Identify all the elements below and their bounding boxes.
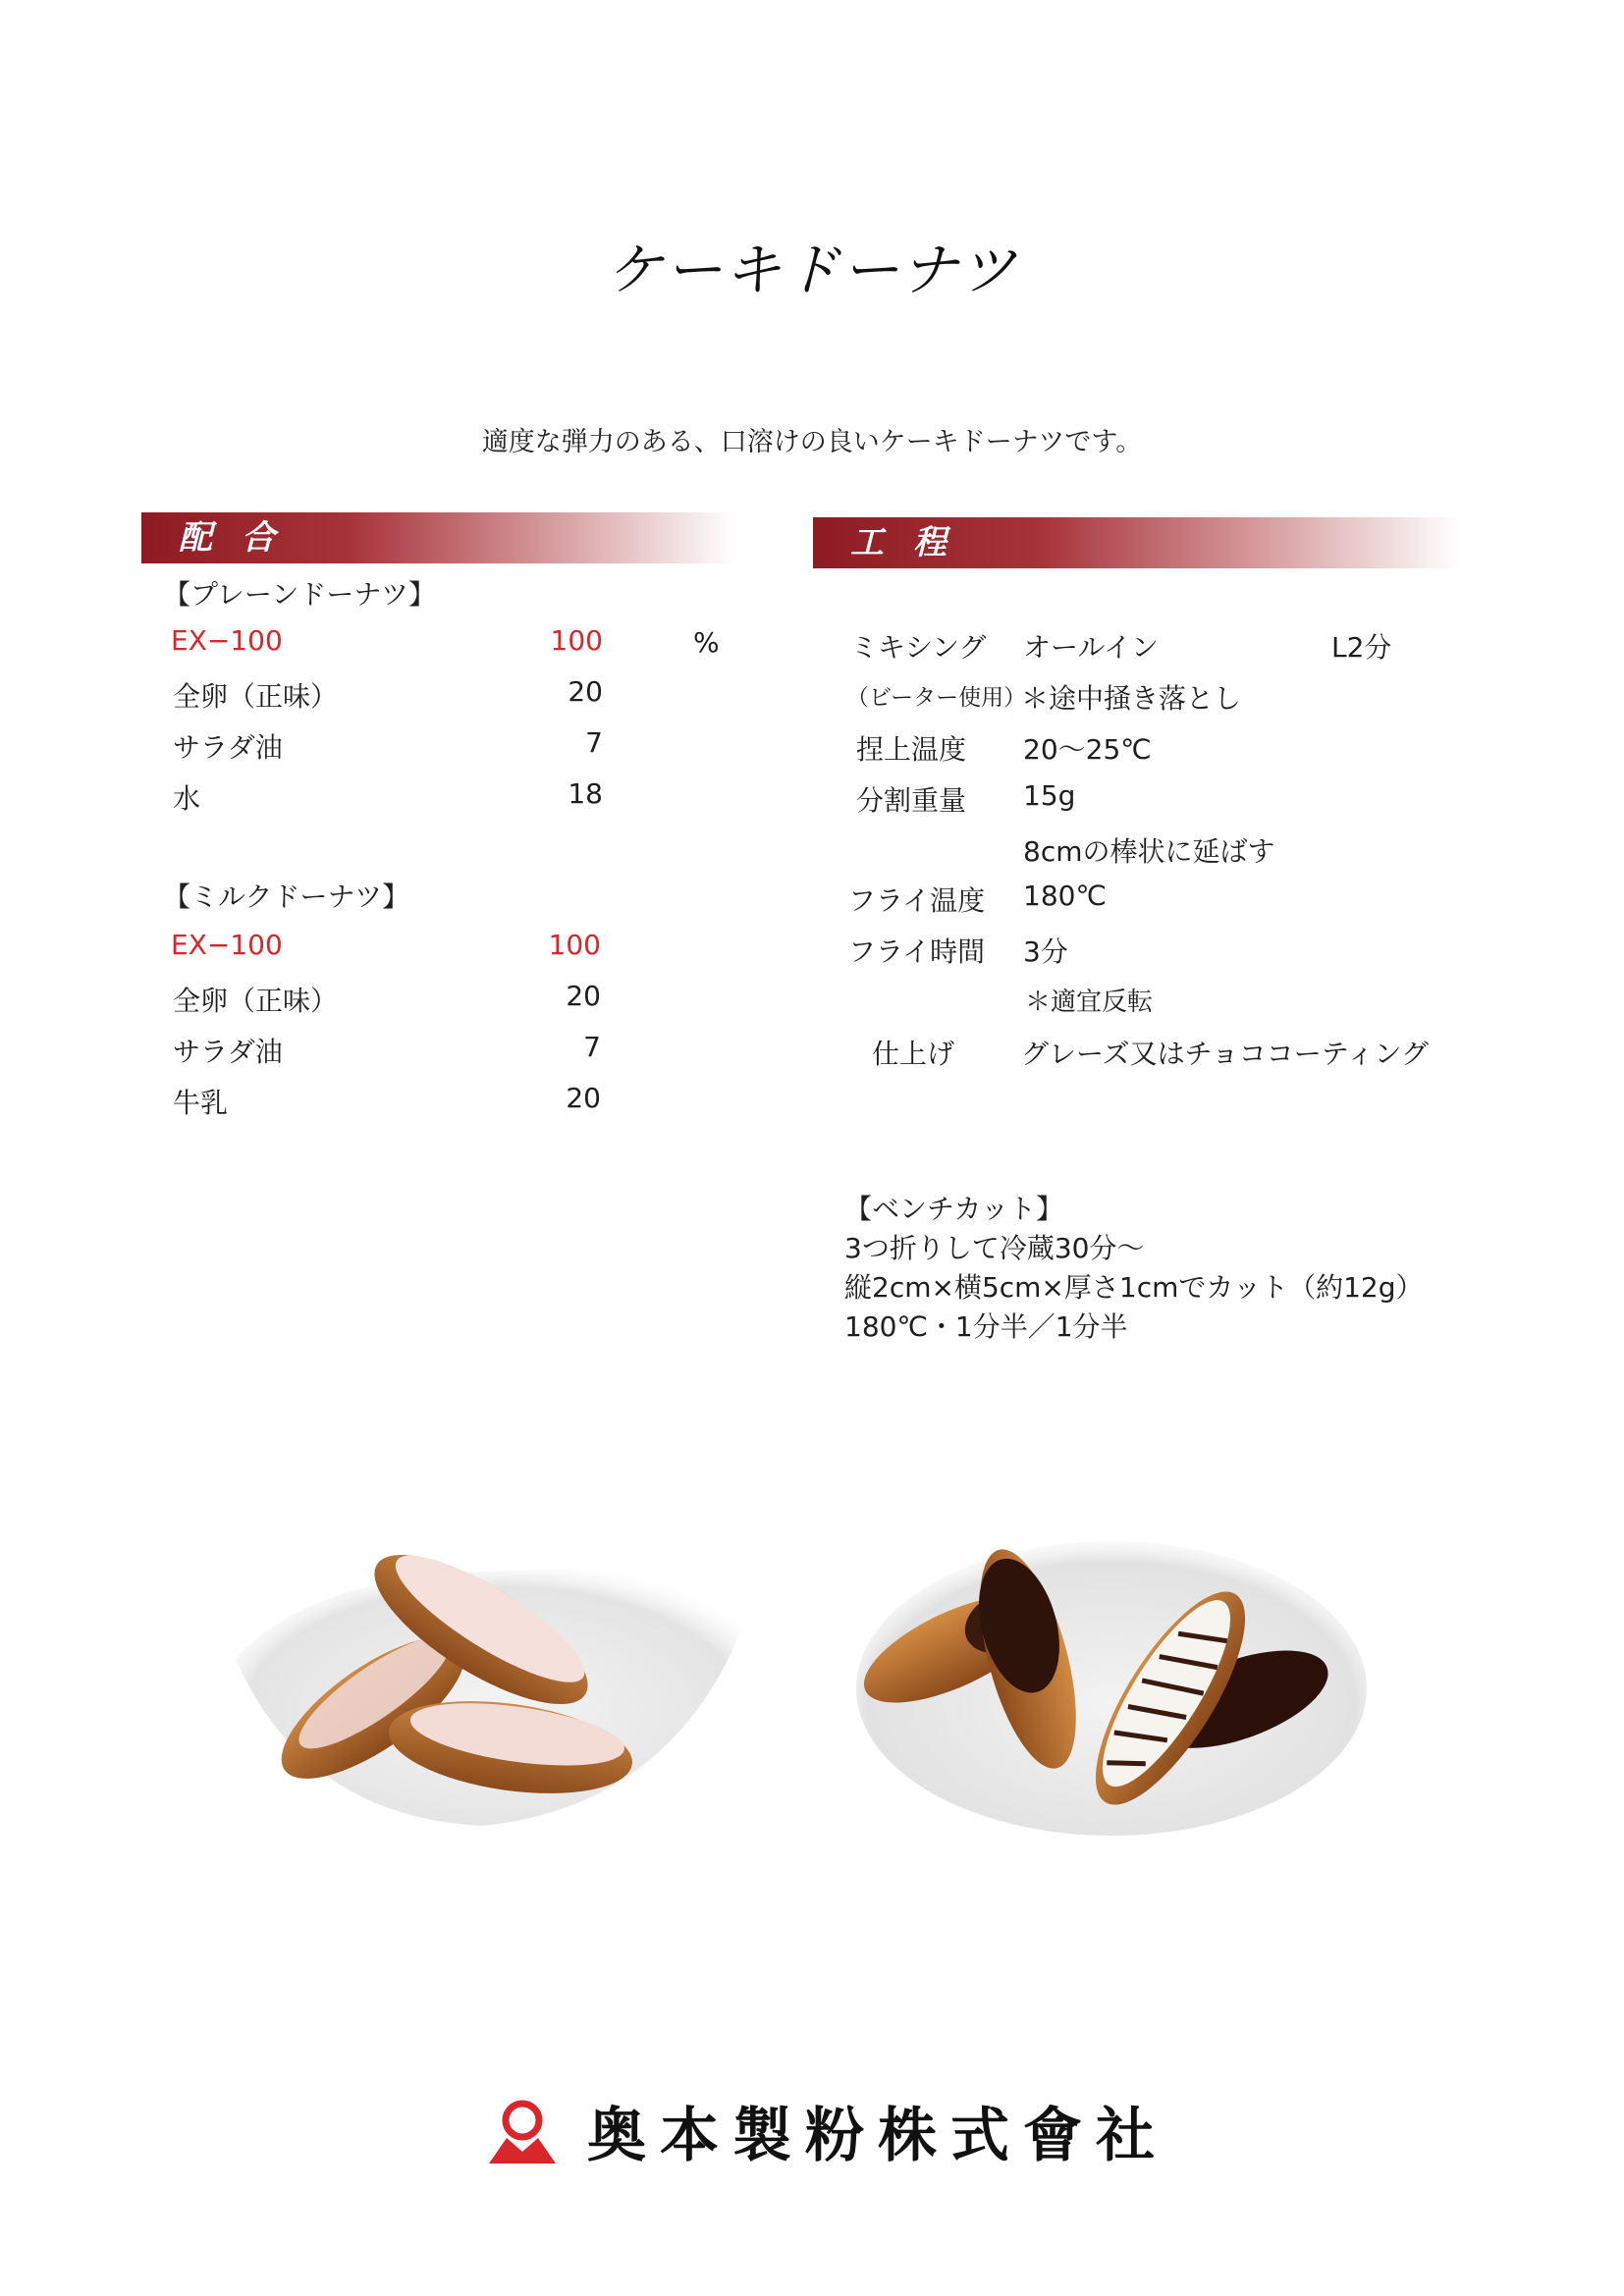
process-shape-note: 8cmの棒状に延ばす (1023, 835, 1275, 868)
milk-item-name: サラダ油 (173, 1036, 283, 1068)
process-fry-temp-value: 180℃ (1023, 880, 1107, 912)
milk-item-name: 全卵（正味） (173, 985, 339, 1017)
milk-item-amount: 20 (566, 980, 601, 1012)
process-mixing-label: ミキシング (850, 631, 987, 664)
process-divide-weight-label: 分割重量 (856, 784, 967, 817)
company-name: 奥本製粉株式會社 (587, 2102, 1168, 2170)
process-finish-value: グレーズ又はチョココーティング (1021, 1038, 1429, 1070)
bench-cut-line: 3つ折りして冷蔵30分～ (844, 1232, 1145, 1264)
milk-item-amount: 100 (548, 929, 601, 961)
process-divide-weight-value: 15g (1023, 779, 1076, 812)
milk-donut-heading: 【ミルクドーナツ】 (163, 881, 410, 913)
page-title: ケーキドーナツ (606, 237, 1018, 303)
plain-item-name: サラダ油 (173, 731, 283, 764)
page-subtitle: 適度な弾力のある、口溶けの良いケーキドーナツです。 (481, 427, 1143, 457)
process-kneading-temp-label: 捏上温度 (856, 733, 967, 766)
milk-item-amount: 20 (566, 1082, 601, 1114)
process-mixing-time: L2分 (1331, 631, 1392, 664)
plain-item-name: 水 (173, 782, 201, 815)
plain-item-amount: 100 (550, 624, 603, 657)
process-fry-time-label: フライ時間 (848, 935, 986, 968)
milk-item-name: EX−100 (171, 929, 283, 961)
chocolate-donuts-photo (846, 1502, 1377, 1855)
bench-cut-line: 180℃・1分半／1分半 (844, 1310, 1128, 1343)
milk-item-name: 牛乳 (173, 1087, 229, 1119)
process-section-header: 工程 (813, 517, 1461, 568)
bench-cut-heading: 【ベンチカット】 (844, 1193, 1064, 1225)
plain-item-amount: 20 (568, 675, 603, 708)
company-logo-icon (487, 2099, 558, 2165)
milk-item-amount: 7 (583, 1031, 601, 1063)
plain-donut-heading: 【プレーンドーナツ】 (163, 578, 437, 611)
process-beater-note: ＊途中掻き落とし (1021, 682, 1242, 715)
recipe-section-header: 配合 (141, 512, 734, 563)
plain-item-amount: 7 (585, 726, 603, 759)
plain-item-name: 全卵（正味） (173, 680, 339, 713)
plain-unit: % (693, 626, 720, 659)
plain-item-amount: 18 (568, 777, 603, 810)
process-fry-time-value: 3分 (1023, 935, 1068, 968)
bench-cut-line: 縦2cm×横5cm×厚さ1cmでカット（約12g） (844, 1271, 1424, 1304)
bench-cut-block (844, 1190, 1424, 1347)
process-finish-label: 仕上げ (872, 1038, 955, 1070)
process-kneading-temp-value: 20～25℃ (1023, 733, 1152, 766)
process-fry-temp-label: フライ温度 (848, 884, 986, 917)
process-beater-label: （ビーター使用） (846, 685, 1027, 711)
glazed-donuts-photo (226, 1512, 776, 1845)
plain-item-name: EX−100 (171, 624, 283, 657)
process-flip-note: ＊適宜反転 (1025, 988, 1154, 1017)
process-mixing-value: オールイン (1023, 631, 1160, 664)
